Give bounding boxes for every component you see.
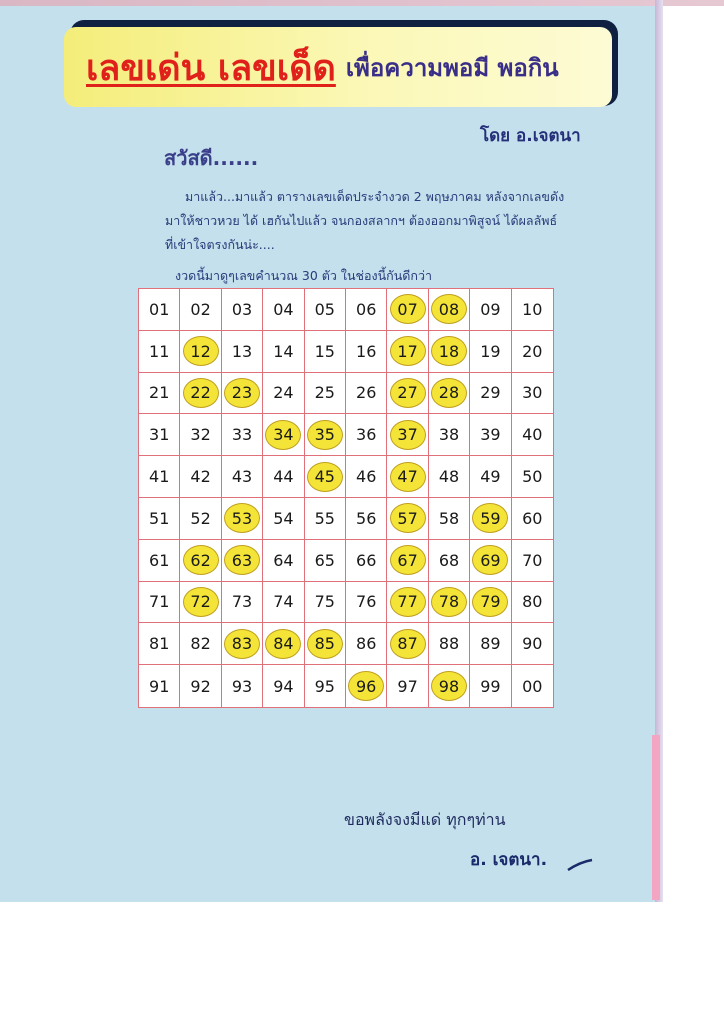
number-cell xyxy=(263,373,304,415)
number-cell xyxy=(470,665,511,707)
highlighted-number-cell xyxy=(470,498,511,540)
highlighted-number-cell xyxy=(263,414,304,456)
number-cell xyxy=(346,498,387,540)
number-label: 04 xyxy=(273,299,294,319)
number-label: 31 xyxy=(149,425,170,445)
highlighted-number-cell xyxy=(263,623,304,665)
highlighted-number-cell xyxy=(470,540,511,582)
number-cell xyxy=(470,373,511,415)
highlighted-number-cell xyxy=(429,373,470,415)
number-label: 15 xyxy=(314,341,335,361)
number-cell xyxy=(429,414,470,456)
number-label: 79 xyxy=(472,587,508,617)
number-label: 68 xyxy=(438,550,460,570)
number-cell xyxy=(346,540,387,582)
number-label: 13 xyxy=(231,341,253,361)
number-label: 87 xyxy=(390,629,426,659)
number-cell xyxy=(305,373,346,415)
number-label: 42 xyxy=(190,467,211,487)
number-label: 50 xyxy=(522,467,543,487)
number-cell xyxy=(180,665,221,707)
number-cell xyxy=(263,540,304,582)
number-label: 59 xyxy=(472,503,508,533)
number-label: 85 xyxy=(307,629,343,659)
number-label: 60 xyxy=(522,508,543,528)
highlighted-number-cell xyxy=(387,582,428,624)
number-label: 10 xyxy=(522,299,543,319)
number-label: 33 xyxy=(231,425,253,445)
number-label: 72 xyxy=(183,587,219,617)
paragraph-line-2: มาให้ชาวหวย ได้ เฮกันไปแล้ว จนกองสลากฯ ต้องออกมาพิสูจน์ ได้ผลลัพธ์ xyxy=(165,213,558,228)
number-cell xyxy=(470,289,511,331)
highlighted-number-cell xyxy=(429,582,470,624)
number-label: 25 xyxy=(314,383,335,403)
highlighted-number-cell xyxy=(222,498,263,540)
author-line: โดย อ.เจตนา xyxy=(480,126,581,146)
number-label: 18 xyxy=(431,336,467,366)
highlighted-number-cell xyxy=(387,373,428,415)
number-cell xyxy=(263,331,304,373)
highlighted-number-cell xyxy=(180,373,221,415)
number-label: 27 xyxy=(390,378,426,408)
number-cell xyxy=(180,623,221,665)
number-cell xyxy=(222,331,263,373)
number-cell xyxy=(429,540,470,582)
number-cell xyxy=(346,582,387,624)
highlighted-number-cell xyxy=(429,331,470,373)
number-label: 92 xyxy=(190,676,211,696)
highlighted-number-cell xyxy=(387,623,428,665)
number-cell xyxy=(222,289,263,331)
number-label: 81 xyxy=(149,634,170,654)
number-cell xyxy=(470,456,511,498)
number-label: 26 xyxy=(356,383,377,403)
number-cell xyxy=(346,414,387,456)
number-label: 09 xyxy=(480,299,501,319)
number-cell xyxy=(512,582,553,624)
number-label: 03 xyxy=(231,299,253,319)
number-label: 40 xyxy=(522,425,543,445)
number-cell xyxy=(180,414,221,456)
number-cell xyxy=(180,289,221,331)
number-cell xyxy=(512,498,553,540)
number-label: 24 xyxy=(273,383,294,403)
number-label: 00 xyxy=(522,676,543,696)
number-label: 70 xyxy=(522,550,543,570)
number-label: 19 xyxy=(480,341,501,361)
signature: อ. เจตนา. xyxy=(470,850,548,870)
number-label: 22 xyxy=(183,378,219,408)
number-cell xyxy=(512,623,553,665)
number-label: 67 xyxy=(390,545,426,575)
highlighted-number-cell xyxy=(222,373,263,415)
number-label: 38 xyxy=(438,425,460,445)
number-cell xyxy=(222,665,263,707)
number-label: 23 xyxy=(224,378,260,408)
number-label: 99 xyxy=(480,676,501,696)
number-cell xyxy=(305,540,346,582)
number-label: 12 xyxy=(183,336,219,366)
number-label: 90 xyxy=(522,634,543,654)
number-label: 96 xyxy=(348,671,384,701)
number-cell xyxy=(139,582,180,624)
number-cell xyxy=(263,289,304,331)
highlighted-number-cell xyxy=(387,540,428,582)
number-cell xyxy=(512,414,553,456)
number-cell xyxy=(512,331,553,373)
number-grid xyxy=(138,288,554,708)
number-cell xyxy=(139,540,180,582)
number-label: 83 xyxy=(224,629,260,659)
number-label: 07 xyxy=(390,294,426,324)
number-cell xyxy=(429,498,470,540)
paragraph-line-3: ที่เข้าใจตรงกันน่ะ.... xyxy=(165,237,275,252)
highlighted-number-cell xyxy=(429,289,470,331)
number-label: 21 xyxy=(149,383,170,403)
number-label: 82 xyxy=(190,634,211,654)
number-label: 65 xyxy=(314,550,335,570)
number-label: 06 xyxy=(356,299,377,319)
number-cell xyxy=(139,373,180,415)
closing-line: ขอพลังจงมีแด่ ทุกๆท่าน xyxy=(344,810,506,829)
number-label: 48 xyxy=(438,467,460,487)
highlighted-number-cell xyxy=(180,582,221,624)
number-cell xyxy=(470,414,511,456)
number-label: 78 xyxy=(431,587,467,617)
number-cell xyxy=(139,414,180,456)
number-cell xyxy=(263,456,304,498)
number-label: 35 xyxy=(307,420,343,450)
paragraph-line-1: มาแล้ว...มาแล้ว ตารางเลขเด็ดประจำงวด 2 พฤษภาคม หลังจากเลขดัง xyxy=(185,189,565,204)
highlighted-number-cell xyxy=(180,331,221,373)
number-label: 52 xyxy=(190,508,211,528)
number-label: 20 xyxy=(522,341,543,361)
number-label: 66 xyxy=(356,550,377,570)
number-label: 62 xyxy=(183,545,219,575)
highlighted-number-cell xyxy=(387,289,428,331)
number-label: 05 xyxy=(314,299,335,319)
number-cell xyxy=(387,665,428,707)
number-label: 01 xyxy=(149,299,170,319)
number-cell xyxy=(139,289,180,331)
number-label: 53 xyxy=(224,503,260,533)
number-label: 71 xyxy=(149,592,170,612)
signature-flourish-icon xyxy=(566,858,594,872)
highlighted-number-cell xyxy=(346,665,387,707)
number-label: 88 xyxy=(438,634,460,654)
number-label: 45 xyxy=(307,462,343,492)
number-label: 08 xyxy=(431,294,467,324)
number-label: 61 xyxy=(149,550,170,570)
number-cell xyxy=(305,331,346,373)
highlighted-number-cell xyxy=(387,456,428,498)
number-label: 32 xyxy=(190,425,211,445)
number-label: 97 xyxy=(397,676,418,696)
number-cell xyxy=(512,540,553,582)
number-label: 30 xyxy=(522,383,543,403)
number-cell xyxy=(263,498,304,540)
number-cell xyxy=(139,331,180,373)
number-label: 55 xyxy=(314,508,335,528)
number-label: 47 xyxy=(390,462,426,492)
number-label: 54 xyxy=(273,508,294,528)
number-label: 02 xyxy=(190,299,211,319)
number-cell xyxy=(305,665,346,707)
number-cell xyxy=(346,289,387,331)
number-label: 36 xyxy=(356,425,377,445)
number-label: 28 xyxy=(431,378,467,408)
number-cell xyxy=(139,498,180,540)
number-label: 43 xyxy=(231,467,253,487)
number-label: 64 xyxy=(273,550,294,570)
highlighted-number-cell xyxy=(222,540,263,582)
number-cell xyxy=(470,623,511,665)
number-label: 75 xyxy=(314,592,335,612)
number-cell xyxy=(222,456,263,498)
number-label: 98 xyxy=(431,671,467,701)
title-main: เลขเด่น เลขเด็ด xyxy=(86,47,336,89)
number-cell xyxy=(305,582,346,624)
number-cell xyxy=(429,456,470,498)
number-cell xyxy=(346,456,387,498)
number-cell xyxy=(512,289,553,331)
title-sub: เพื่อความพอมี พอกิน xyxy=(345,53,559,82)
number-label: 56 xyxy=(356,508,377,528)
number-cell xyxy=(180,498,221,540)
highlighted-number-cell xyxy=(470,582,511,624)
number-label: 63 xyxy=(224,545,260,575)
number-label: 94 xyxy=(273,676,294,696)
number-cell xyxy=(346,331,387,373)
number-label: 93 xyxy=(231,676,253,696)
number-cell xyxy=(429,623,470,665)
greeting: สวัสดี...... xyxy=(164,146,259,170)
number-cell xyxy=(346,623,387,665)
intro-paragraph xyxy=(165,185,615,257)
number-cell xyxy=(470,331,511,373)
number-cell xyxy=(305,498,346,540)
number-cell xyxy=(139,623,180,665)
number-label: 76 xyxy=(356,592,377,612)
number-cell xyxy=(139,456,180,498)
number-label: 14 xyxy=(273,341,294,361)
highlighted-number-cell xyxy=(222,623,263,665)
highlighted-number-cell xyxy=(180,540,221,582)
number-cell xyxy=(139,665,180,707)
highlighted-number-cell xyxy=(387,331,428,373)
highlighted-number-cell xyxy=(429,665,470,707)
number-cell xyxy=(305,289,346,331)
number-label: 80 xyxy=(522,592,543,612)
number-label: 69 xyxy=(472,545,508,575)
number-label: 57 xyxy=(390,503,426,533)
number-cell xyxy=(263,582,304,624)
number-label: 17 xyxy=(390,336,426,366)
number-label: 34 xyxy=(265,420,301,450)
number-cell xyxy=(263,665,304,707)
number-label: 95 xyxy=(314,676,335,696)
number-label: 37 xyxy=(390,420,426,450)
number-cell xyxy=(222,414,263,456)
number-label: 89 xyxy=(480,634,501,654)
number-label: 51 xyxy=(149,508,170,528)
number-label: 11 xyxy=(149,341,170,361)
number-cell xyxy=(222,582,263,624)
right-edge-pink xyxy=(652,735,660,900)
number-label: 41 xyxy=(149,467,170,487)
number-label: 16 xyxy=(356,341,377,361)
number-label: 73 xyxy=(231,592,253,612)
number-label: 44 xyxy=(273,467,294,487)
grid-intro: งวดนี้มาดูๆเลขคำนวณ 30 ตัว ในช่องนี้กันดีกว่า xyxy=(175,268,432,283)
number-label: 91 xyxy=(149,676,170,696)
highlighted-number-cell xyxy=(305,623,346,665)
highlighted-number-cell xyxy=(305,456,346,498)
number-label: 49 xyxy=(480,467,501,487)
number-label: 74 xyxy=(273,592,294,612)
number-label: 46 xyxy=(356,467,377,487)
number-label: 84 xyxy=(265,629,301,659)
title-banner xyxy=(64,27,612,107)
top-edge xyxy=(0,0,724,6)
number-cell xyxy=(512,456,553,498)
number-label: 29 xyxy=(480,383,501,403)
number-cell xyxy=(512,665,553,707)
number-cell xyxy=(180,456,221,498)
number-cell xyxy=(512,373,553,415)
highlighted-number-cell xyxy=(387,414,428,456)
number-label: 39 xyxy=(480,425,501,445)
number-cell xyxy=(346,373,387,415)
number-label: 86 xyxy=(356,634,377,654)
number-label: 77 xyxy=(390,587,426,617)
number-label: 58 xyxy=(438,508,460,528)
highlighted-number-cell xyxy=(305,414,346,456)
highlighted-number-cell xyxy=(387,498,428,540)
